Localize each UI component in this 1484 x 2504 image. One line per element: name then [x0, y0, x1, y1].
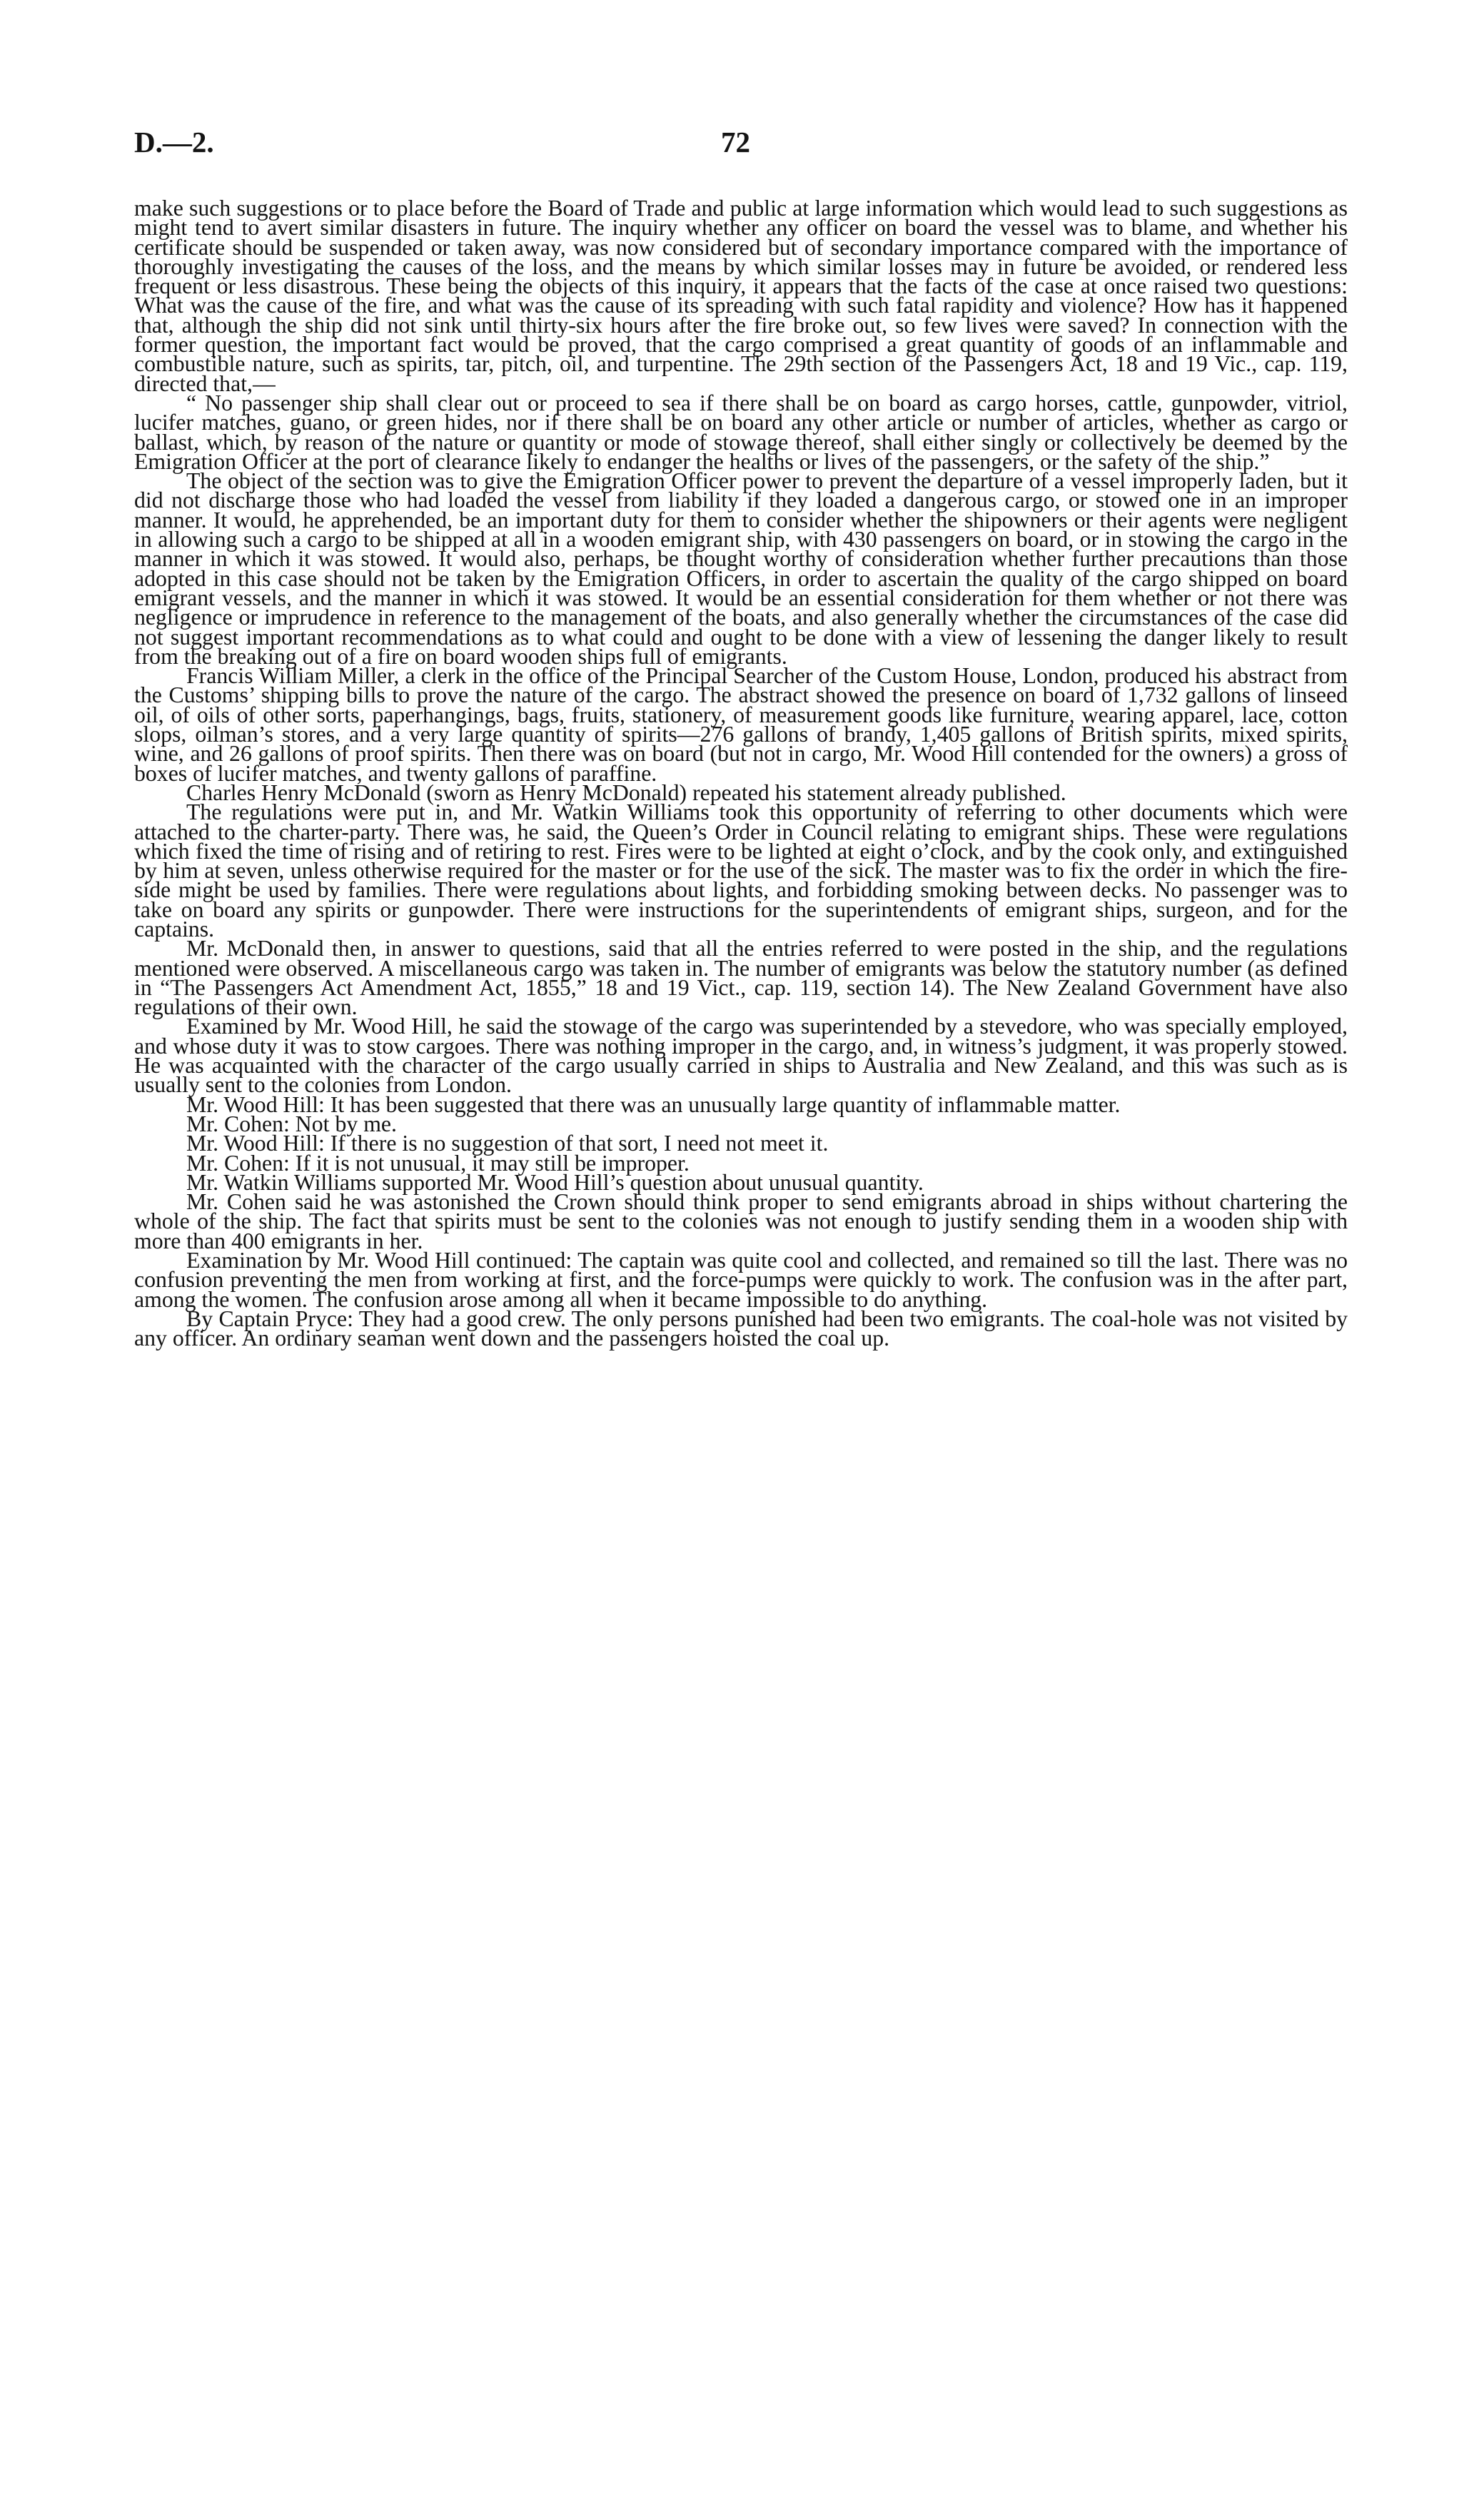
paragraph-examination-continued: Examination by Mr. Wood Hill continued: The captain was quite cool and collected, and remained so till the last. There was no confusion preventing the men from working at first, and the force-pumps were quickly to work. The confusion was in the after part, among the women. The confusion arose among all when it became impossible to do anything. — [134, 1248, 1348, 1312]
paragraph-quotation-passengers-act: “ No passenger ship shall clear out or proceed to sea if there shall be on board as cargo horses, cattle, gunpowder, vitriol, lucifer matches, guano, or green hides, nor if there shall be on board any other article or number of articles, whether as cargo or ballast, which, by reason of the nature or quantity or mode of stowage thereof, shall either singly or collectively be deemed by the Emigration Officer at the port of clearance likely to endanger the healths or lives of the passengers, or the safety of the ship.” — [134, 390, 1348, 474]
paragraph-cohen-astonished: Mr. Cohen said he was astonished the Crown should think proper to send emigrants abroad in ships without chartering the whole of the ship. The fact that spirits must be sent to the colonies was not enough to justify sending them in a wooden ship with more than 400 emigrants in her. — [134, 1189, 1348, 1253]
body-text — [134, 196, 1348, 1351]
paragraph-stowage-examination: Examined by Mr. Wood Hill, he said the stowage of the cargo was superintended by a stevedore, who was specially employed, and whose duty it was to stow cargoes. There was nothing improper in the cargo, and, in witness’s judgment, it was properly stowed. He was acquainted with the character of the cargo usually carried in ships to Australia and New Zealand, and this was such as is usually sent to the colonies from London. — [134, 1014, 1348, 1098]
paragraph-mcdonald-statement: Charles Henry McDonald (sworn as Henry McDonald) repeated his statement already published. — [186, 779, 1066, 805]
paragraph-regulations: The regulations were put in, and Mr. Watkin Williams took this opportunity of referring to other documents which were attached to the charter-party. There was, he said, the Queen’s Order in Council relating to emigrant ships. These were regulations which fixed the time of rising and of retiring to rest. Fires were to be lighted at eight o’clock, and by the cook only, and extinguished by him at seven, unless otherwise required for the master or for the use of the sick. The master was to fix the order in which the fire-side might be used by families. There were regulations about lights, and forbidding smoking between decks. No passenger was to take on board any spirits or gunpowder. There were instructions for the superintendents of emigrant ships, surgeon, and for the captains. — [134, 799, 1348, 941]
paragraph-miller-evidence: Francis William Miller, a clerk in the office of the Principal Searcher of the Custom House, London, produced his abstract from the Customs’ shipping bills to prove the nature of the cargo. The abstract showed the presence on board of 1,732 gallons of linseed oil, of oils of other sorts, paperhangings, bags, fruits, stationery, of measurement goods like furniture, wearing apparel, lace, cotton slops, oilman’s stores, and a very large quantity of spirits—276 gallons of brandy, 1,405 gallons of British spirits, mixed spirits, wine, and 26 gallons of proof spirits. Then there was on board (but not in cargo, Mr. Wood Hill contended for the owners) a gross of boxes of lucifer matches, and twenty gallons of paraffine. — [134, 663, 1348, 786]
paragraph-cohen-improper: Mr. Cohen: If it is not unusual, it may still be improper. — [186, 1150, 690, 1176]
paragraph-object-of-section: The object of the section was to give the Emigration Officer power to prevent the departure of a vessel improperly laden, but it did not discharge those who had loaded the vessel from liability if they loaded a dangerous cargo, or stowed one in an improper manner. It would, he apprehended, be an important duty for them to consider whether the shipowners or their agents were negligent in allowing such a cargo to be shipped at all in a wooden emigrant ship, with 430 passengers on board, or in stowing the cargo in the manner in which it was stowed. It would also, perhaps, be thought worthy of consideration whether further precautions than those adopted in this case should not be taken by the Emigration Officers, in order to ascertain the quality of the cargo shipped on board emigrant vessels, and the manner in which it was stowed. It would be an essential consideration for them whether or not there was negligence or imprudence in reference to the management of the boats, and also generally whether the circumstances of the case did not suggest important recommendations as to what could and ought to be done with a view of lessening the danger likely to result from the breaking out of a fire on board wooden ships full of emigrants. — [134, 468, 1348, 669]
paragraph-opening: make such suggestions or to place before the Board of Trade and public at large information which would lead to such suggestions as might tend to avert similar disasters in future. The inquiry whether any officer on board the vessel was to blame, and whether his certificate should be suspended or taken away, was now considered but of secondary importance compared with the importance of thoroughly investigating the causes of the loss, and the means by which similar losses may in future be avoided, or rendered less frequent or less disastrous. These being the objects of this inquiry, it appears that the facts of the case at once raised two questions: What was the cause of the fire, and what was the cause of its spreading with such fatal rapidity and violence? How has it happened that, although the ship did not sink until thirty-six hours after the fire broke out, so few lives were saved? In connection with the former question, the important fact would be proved, that the cargo comprised a great quantity of goods of an inflammable and combustible nature, such as spirits, tar, pitch, oil, and turpentine. The 29th section of the Passengers Act, 18 and 19 Vic., cap. 119, directed that,— — [134, 196, 1348, 396]
paragraph-mcdonald-answers: Mr. McDonald then, in answer to questions, said that all the entries referred to were posted in the ship, and the regulations mentioned were observed. A miscellaneous cargo was taken in. The number of emigrants was below the statutory number (as defined in “The Passengers Act Amendment Act, 1855,” 18 and 19 Vict., cap. 119, section 14). The New Zealand Government have also regulations of their own. — [134, 936, 1348, 1020]
page-header — [134, 125, 1348, 168]
paragraph-wood-hill-question: Mr. Wood Hill: It has been suggested that there was an unusually large quantity of inflammable matter. — [186, 1091, 1121, 1117]
page-number: 72 — [721, 126, 750, 158]
document-code: D.—2. — [134, 126, 214, 158]
paragraph-williams-support: Mr. Watkin Williams supported Mr. Wood Hill’s question about unusual quantity. — [186, 1169, 924, 1195]
paragraph-cohen-reply: Mr. Cohen: Not by me. — [186, 1111, 397, 1136]
paragraph-captain-pryce: By Captain Pryce: They had a good crew. The only persons punished had been two emigrants. The coal-hole was not visited by any officer. An ordinary seaman went down and the passengers hoisted the coal up. — [134, 1306, 1348, 1351]
paragraph-wood-hill-reply: Mr. Wood Hill: If there is no suggestion of that sort, I need not meet it. — [186, 1131, 829, 1156]
